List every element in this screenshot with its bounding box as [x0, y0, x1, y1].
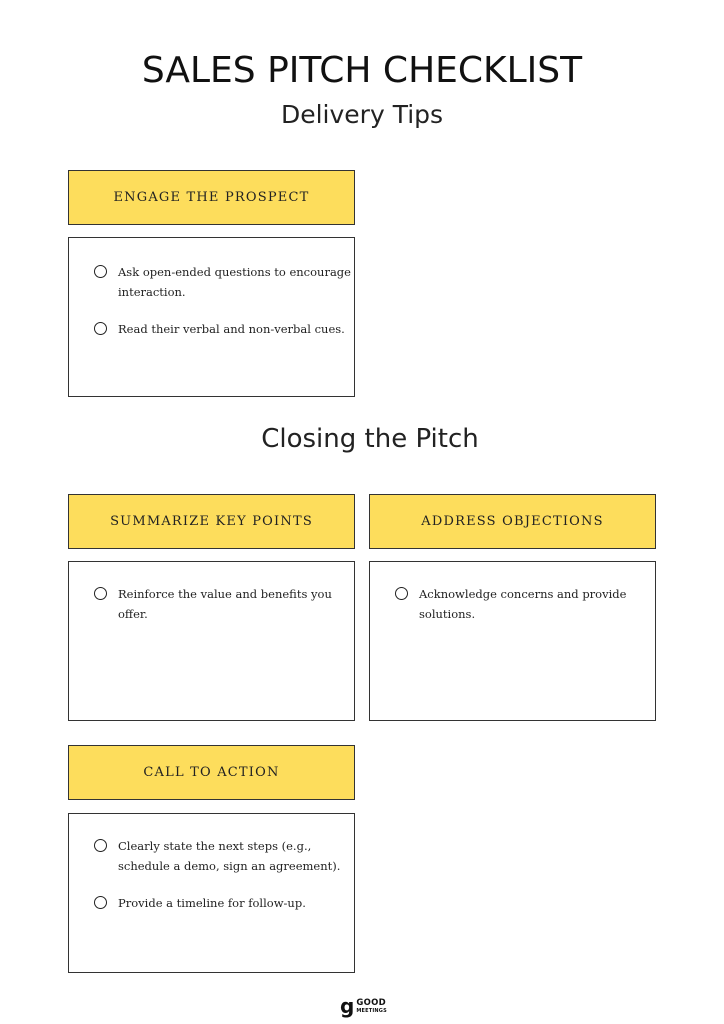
summarize-key-points-heading: SUMMARIZE KEY POINTS: [68, 494, 355, 549]
checklist-item[interactable]: [94, 584, 358, 624]
checkbox-circle-icon[interactable]: [94, 265, 107, 278]
call-to-action-heading: CALL TO ACTION: [68, 745, 355, 800]
call-to-action-box: [68, 813, 355, 973]
checkbox-circle-icon[interactable]: [395, 587, 408, 600]
logo-g-icon: g: [340, 994, 355, 1018]
page-title: SALES PITCH CHECKLIST: [141, 50, 583, 91]
checklist-item-text: Provide a timeline for follow-up.: [118, 896, 306, 910]
page-subtitle: Delivery Tips: [280, 100, 444, 129]
checklist-item[interactable]: [94, 836, 358, 876]
summarize-key-points-box: [68, 561, 355, 721]
engage-prospect-heading: ENGAGE THE PROSPECT: [68, 170, 355, 225]
checklist-item[interactable]: [94, 319, 358, 339]
checklist-item[interactable]: [94, 893, 358, 913]
checklist-item-text: Reinforce the value and benefits you offer.: [118, 587, 332, 621]
good-meetings-logo: [340, 994, 387, 1018]
section-title: Closing the Pitch: [261, 424, 479, 454]
checklist-item-text: Clearly state the next steps (e.g., schedule a demo, sign an agreement).: [118, 839, 341, 873]
engage-prospect-box: [68, 237, 355, 397]
address-objections-heading: ADDRESS OBJECTIONS: [369, 494, 656, 549]
checklist-item-text: Read their verbal and non-verbal cues.: [118, 322, 345, 336]
logo-line-1: GOOD: [356, 997, 387, 1008]
checklist-item[interactable]: [94, 262, 358, 302]
checklist-item-text: Ask open-ended questions to encourage interaction.: [118, 265, 351, 299]
checklist-item[interactable]: [395, 584, 659, 624]
checkbox-circle-icon[interactable]: [94, 896, 107, 909]
checklist-item-text: Acknowledge concerns and provide solutions.: [419, 587, 627, 621]
logo-line-2: MEETINGS: [356, 1007, 387, 1014]
checkbox-circle-icon[interactable]: [94, 322, 107, 335]
address-objections-box: [369, 561, 656, 721]
checkbox-circle-icon[interactable]: [94, 587, 107, 600]
checkbox-circle-icon[interactable]: [94, 839, 107, 852]
